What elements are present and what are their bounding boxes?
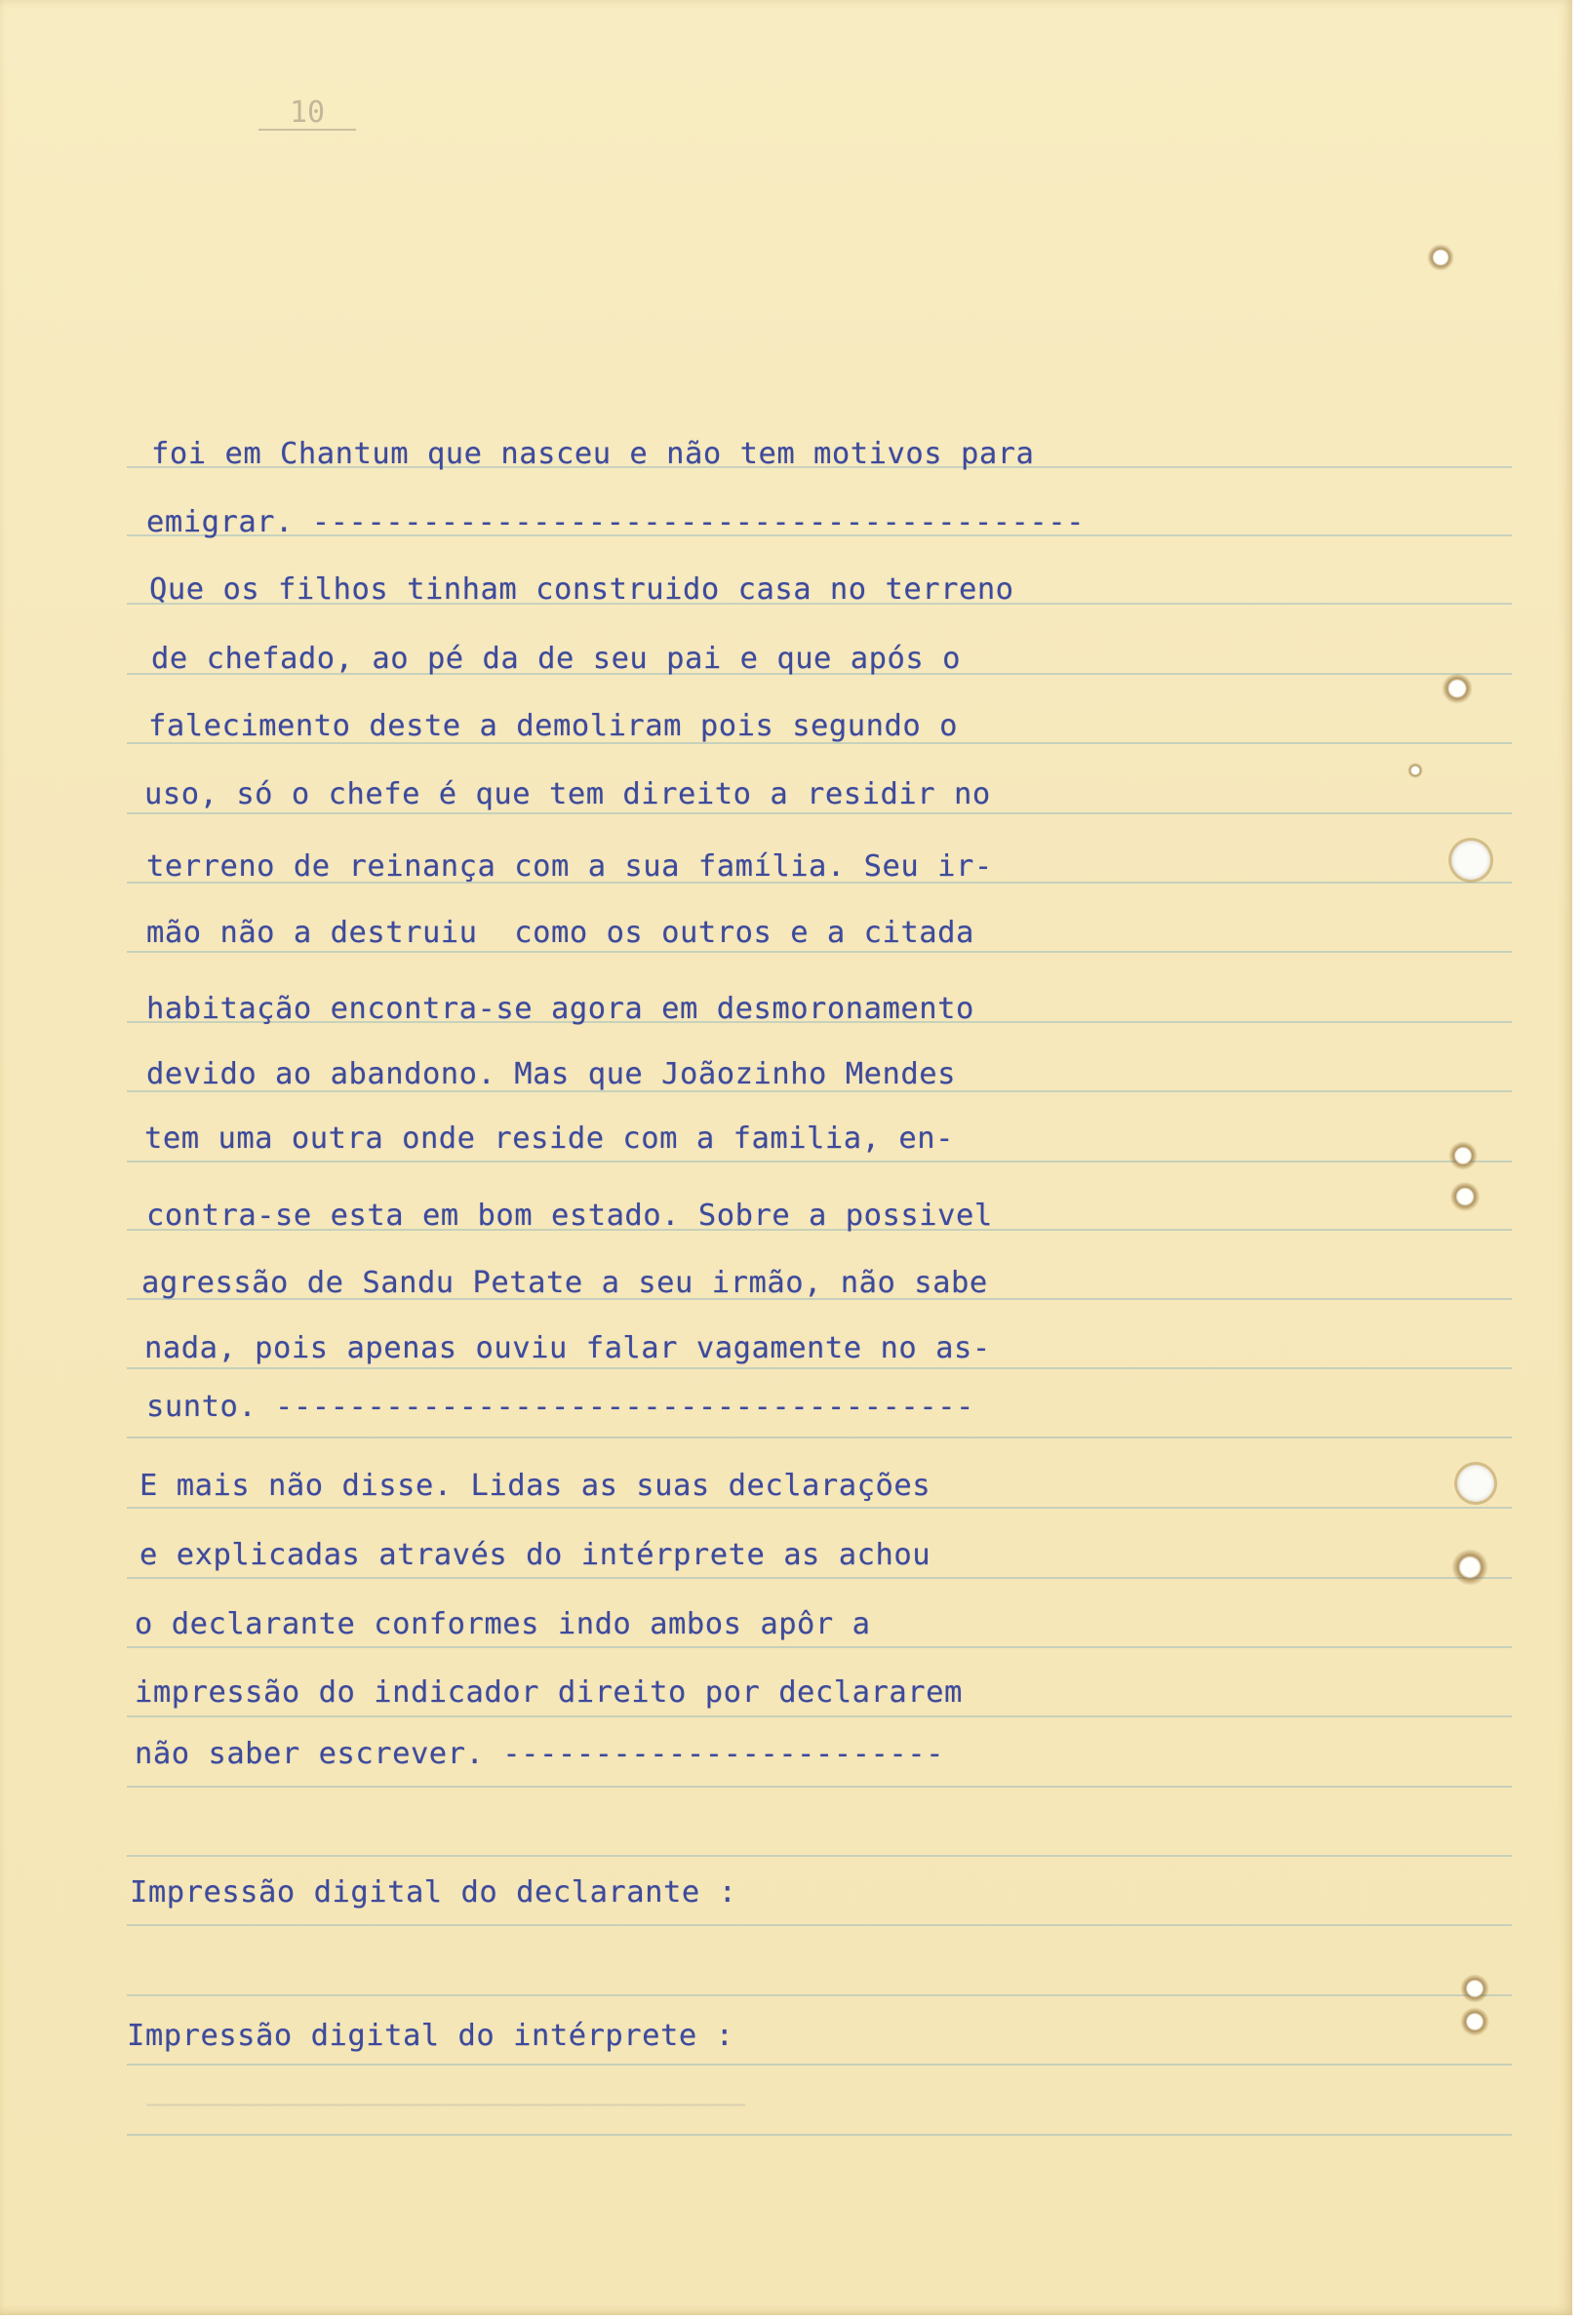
ruled-line	[127, 1161, 1512, 1162]
ruled-line	[127, 1855, 1512, 1857]
burn-mark	[1407, 763, 1423, 778]
typed-line-1: foi em Chantum que nasceu e não tem motivos para	[151, 437, 1035, 471]
ruled-line	[127, 812, 1512, 814]
ruled-line	[127, 1507, 1512, 1509]
burn-mark	[1460, 2007, 1489, 2036]
binding-hole	[1451, 841, 1490, 880]
typed-line-16: E mais não disse. Lidas as suas declarações	[139, 1469, 931, 1503]
typed-line-15: sunto. --------------------------------------	[146, 1390, 974, 1424]
ruled-line	[127, 1924, 1512, 1926]
page-number: 10	[258, 98, 356, 131]
typed-line-2: emigrar. ------------------------------------------	[146, 505, 1085, 539]
burn-mark	[1448, 1141, 1478, 1170]
typed-line-14: nada, pois apenas ouviu falar vagamente no as-	[144, 1331, 991, 1365]
typed-line-19: impressão do indicador direito por declararem	[135, 1675, 963, 1710]
burn-mark	[1427, 244, 1454, 271]
ruled-line	[127, 1786, 1512, 1788]
typed-line-8: mão não a destruiu como os outros e a citada	[146, 916, 974, 950]
burn-mark	[1449, 1182, 1481, 1211]
typed-line-13: agressão de Sandu Petate a seu irmão, não sabe	[141, 1266, 988, 1300]
typed-line-17: e explicadas através do intérprete as achou	[139, 1538, 931, 1572]
typed-line-3: Que os filhos tinham construido casa no terreno	[149, 572, 1014, 607]
typed-line-20: não saber escrever. ------------------------	[135, 1737, 944, 1771]
ruled-line	[127, 1715, 1512, 1717]
burn-mark	[1442, 673, 1473, 704]
ruled-line	[127, 951, 1512, 953]
typed-line-4: de chefado, ao pé da de seu pai e que após o	[151, 642, 961, 676]
typed-line-11: tem uma outra onde reside com a familia, en-	[144, 1122, 954, 1156]
burn-mark	[1460, 1974, 1489, 2003]
typed-line-10: devido ao abandono. Mas que Joãozinho Mendes	[146, 1057, 956, 1091]
binding-hole	[1457, 1465, 1494, 1502]
declarant-fingerprint-label: Impressão digital do declarante :	[130, 1875, 737, 1910]
ruled-line	[127, 1994, 1512, 1996]
burn-mark	[1451, 1549, 1488, 1586]
ruled-line	[127, 2134, 1512, 2136]
typed-line-7: terreno de reinança com a sua família. Seu ir-	[146, 849, 993, 884]
typed-line-9: habitação encontra-se agora em desmoronamento	[146, 992, 974, 1026]
ruled-line	[127, 2064, 1512, 2066]
typed-line-6: uso, só o chefe é que tem direito a residir no	[144, 777, 991, 811]
typed-line-5: falecimento deste a demoliram pois segundo o	[148, 709, 958, 743]
bleed-through-texture: ——————————————————————————————————	[146, 2087, 746, 2121]
typed-line-12: contra-se esta em bom estado. Sobre a possivel	[146, 1199, 993, 1233]
ruled-line	[127, 1367, 1512, 1369]
typed-line-18: o declarante conformes indo ambos apôr a	[135, 1607, 871, 1641]
ruled-line	[127, 1437, 1512, 1438]
ruled-line	[127, 1577, 1512, 1579]
interpreter-fingerprint-label: Impressão digital do intérprete :	[127, 2019, 734, 2053]
ruled-line	[127, 1646, 1512, 1648]
